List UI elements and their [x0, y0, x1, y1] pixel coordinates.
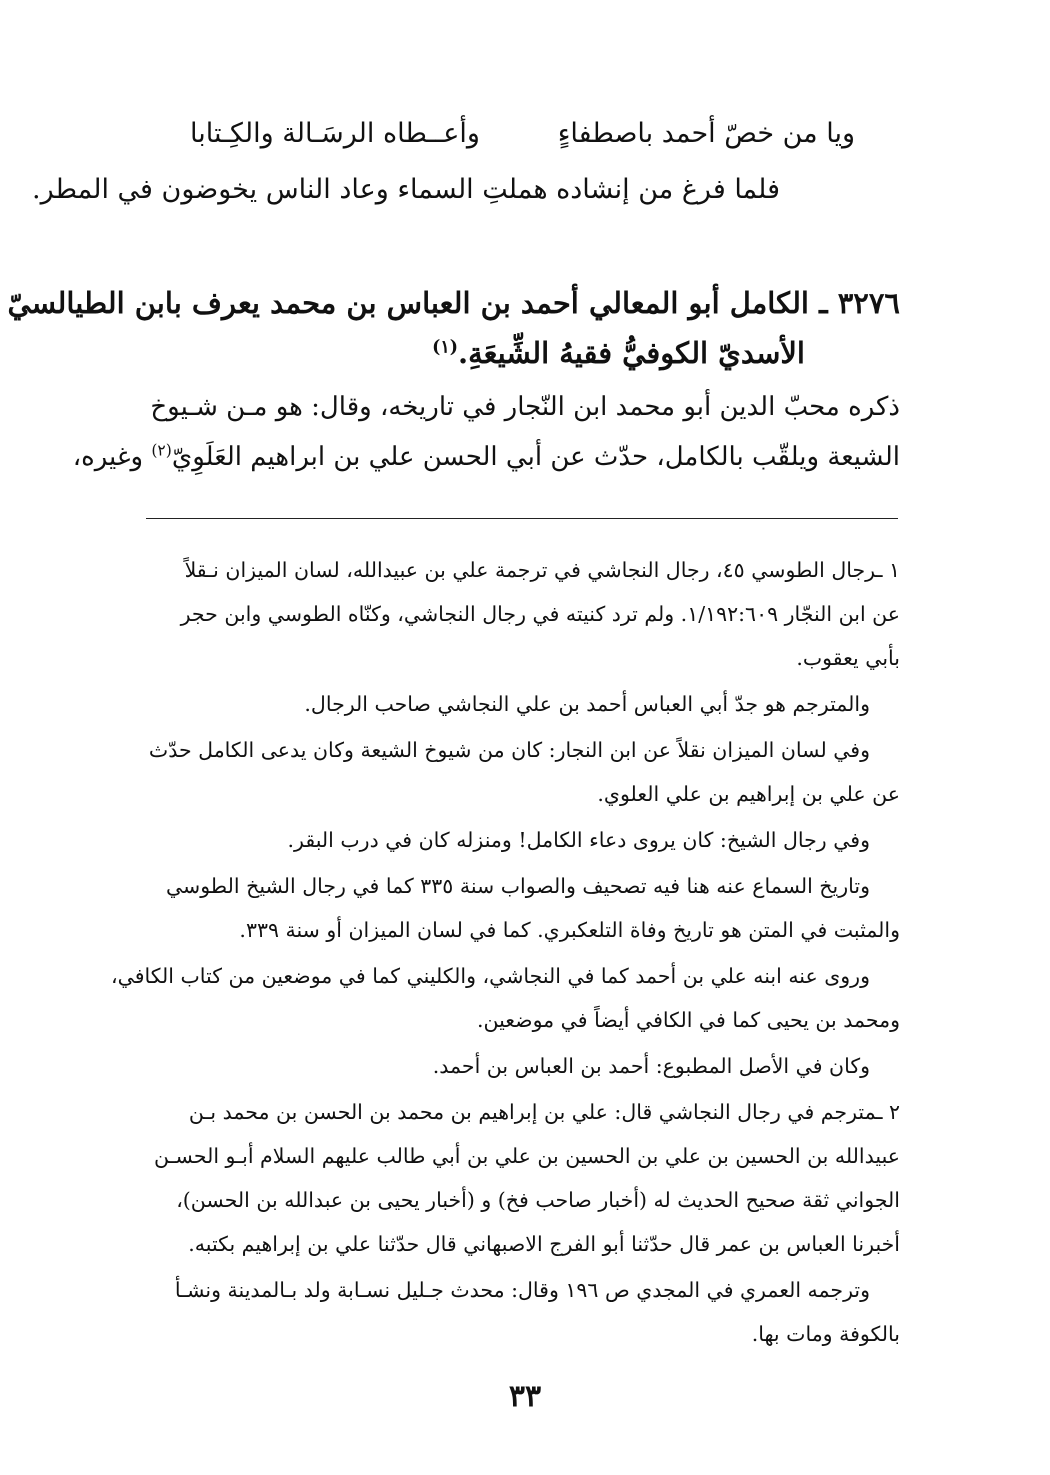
footnote-1-paragraph	[110, 954, 900, 1042]
footnote-line: والمترجم هو جدّ أبي العباس أحمد بن علي النجاشي صاحب الرجال.	[304, 692, 870, 716]
footnote-1-paragraph	[145, 818, 900, 862]
footnote-line: وكان في الأصل المطبوع: أحمد بن العباس بن أحمد.	[432, 1054, 870, 1078]
footnote-line: ١ ـرجال الطوسي ٤٥، رجال النجاشي في ترجمة علي بن عبيدالله، لسان الميزان نـقلاً	[184, 558, 900, 582]
footnote-2-paragraph	[145, 1268, 900, 1356]
footnote-line: الجواني ثقة صحيح الحديث له (أخبار صاحب فخ) و (أخبار يحيى بن عبدالله بن الحسن)،	[176, 1188, 900, 1212]
footnote-marker-1[interactable]: (١)	[432, 337, 458, 358]
footnote-line: وفي لسان الميزان نقلاً عن ابن النجار: كان من شيوخ الشيعة وكان يدعى الكامل حدّث	[148, 738, 870, 762]
footnote-line: وفي رجال الشيخ: كان يروى دعاء الكامل! ومنزله كان في درب البقر.	[287, 828, 870, 852]
footnote-1	[145, 548, 900, 680]
entry-body-text-a: الشيعة ويلقّب بالكامل، حدّث عن أبي الحسن علي بن ابراهيم العَلَوِيّ	[171, 442, 900, 472]
footnote-1-paragraph	[145, 864, 900, 952]
footnote-line: ٢ ـمترجم في رجال النجاشي قال: علي بن إبراهيم بن محمد بن الحسن بن محمد بـن	[188, 1100, 900, 1124]
entry-heading-text: الأسديّ الكوفيُّ فقيهُ الشِّيعَةِ.	[457, 336, 805, 370]
footnote-line: عن علي بن إبراهيم بن علي العلوي.	[597, 782, 900, 806]
footnote-line: ومحمد بن يحيى كما في الكافي أيضاً في موضعين.	[476, 1008, 900, 1032]
footnote-line: وروى عنه ابنه علي بن أحمد كما في النجاشي، والكليني كما في موضعين من كتاب الكافي،	[110, 964, 870, 988]
footnote-2	[145, 1090, 900, 1266]
footnote-line: وترجمه العمري في المجدي ص ١٩٦ وقال: محدث جـليل نسـابة ولد بـالمدينة ونشـأ	[174, 1278, 870, 1302]
entry-body-text-b: وغيره،	[72, 442, 152, 472]
footnote-line: أخبرنا العباس بن عمر قال حدّثنا أبو الفرج الاصبهاني قال حدّثنا علي بن إبراهيم بكتبه.	[188, 1232, 900, 1256]
footnote-marker-2[interactable]: (٢)	[151, 441, 172, 460]
poem-hemistich-second: وأعــطاه الرسَـالة والكِـتابا	[190, 118, 480, 149]
footnote-divider	[146, 518, 898, 519]
entry-body-line-1: ذكره محبّ الدين أبو محمد ابن النّجار في تاريخه، وقال: هو مـن شـيوخ	[150, 392, 900, 422]
poem-verse	[190, 112, 855, 156]
entry-heading	[7, 278, 900, 378]
footnote-1-paragraph	[145, 1044, 900, 1088]
entry-body	[72, 382, 900, 482]
footnote-line: عن ابن النجّار ١/١٩٢:٦٠٩. ولم ترد كنيته في رجال النجاشي، وكنّاه الطوسي وابن حجر	[180, 602, 900, 626]
footnotes-section	[110, 548, 900, 1358]
footnote-line: بأبي يعقوب.	[796, 646, 900, 670]
page-number: ٣٣	[508, 1379, 542, 1414]
footnote-1-paragraph	[145, 728, 900, 816]
entry-heading-line-2	[140, 328, 900, 378]
entry-body-line-2	[72, 432, 900, 482]
footnote-line: عبيدالله بن الحسين بن علي بن الحسين بن علي بن أبي طالب عليهم السلام أبـو الحسـن	[153, 1144, 900, 1168]
footnote-line: والمثبت في المتن هو تاريخ وفاة التلعكبري. كما في لسان الميزان أو سنة ٣٣٩.	[239, 918, 900, 942]
entry-heading-line-1: ٣٢٧٦ ـ الكامل أبو المعالي أحمد بن العباس بن محمد يعرف بابن الطيالسيّ	[7, 286, 900, 320]
footnote-line: وتاريخ السماع عنه هنا فيه تصحيف والصواب سنة ٣٣٥ كما في رجال الشيخ الطوسي	[165, 874, 870, 898]
poem-hemistich-first: ويا من خصّ أحمد باصطفاءٍ	[557, 118, 855, 149]
footnote-1-paragraph	[145, 682, 900, 726]
narrative-line: فلما فرغ من إنشاده هملتِ السماء وعاد الناس يخوضون في المطر.	[31, 174, 780, 205]
footnote-line: بالكوفة ومات بها.	[751, 1322, 900, 1346]
